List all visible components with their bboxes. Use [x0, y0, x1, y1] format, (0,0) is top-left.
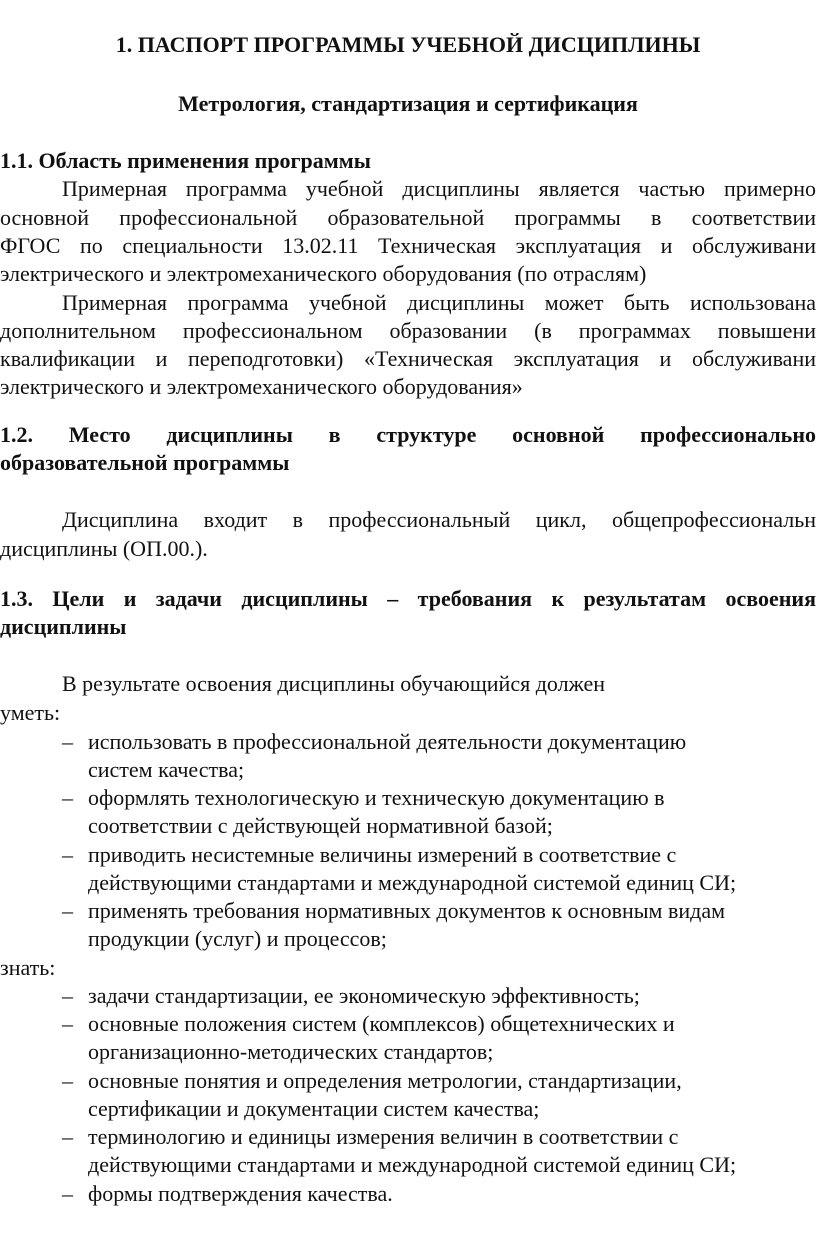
paragraph-line: квалификации и переподготовки) «Техническая эксплуатация и обслуживани [0, 346, 816, 371]
paragraph-line: Дисциплина входит в профессиональный цикл, общепрофессиональн [62, 507, 816, 532]
dash-bullet: – [62, 1124, 73, 1149]
page-subtitle: Метрология, стандартизация и сертификация [178, 91, 638, 116]
paragraph-line: Примерная программа учебной дисциплины является частью примерно [62, 176, 816, 201]
paragraph-line: дополнительном профессиональном образовании (в программах повышени [0, 318, 816, 343]
section-1-1-heading: 1.1. Область применения программы [0, 148, 371, 173]
section-1-2-heading: 1.2. Место дисциплины в структуре основной профессионально [0, 422, 816, 447]
dash-bullet: – [62, 1011, 73, 1036]
paragraph-line: дисциплины (ОП.00.). [0, 536, 208, 561]
list-item-cont: действующими стандартами и международной системой единиц СИ; [88, 870, 737, 895]
list-item: применять требования нормативных документов к основным видам [88, 898, 726, 923]
list-item: основные положения систем (комплексов) общетехнических и [88, 1011, 675, 1036]
list-item-cont: продукции (услуг) и процессов; [88, 926, 387, 951]
paragraph-line: основной профессиональной образовательной программы в соответствии [0, 205, 816, 230]
section-1-3-heading: 1.3. Цели и задачи дисциплины – требования к результатам освоения [0, 586, 816, 611]
dash-bullet: – [62, 729, 73, 754]
list-item: терминологию и единицы измерения величин в соответствии с [88, 1124, 679, 1149]
dash-bullet: – [62, 983, 73, 1008]
list-item-cont: сертификации и документации систем качества; [88, 1096, 540, 1121]
dash-bullet: – [62, 1068, 73, 1093]
results-intro: В результате освоения дисциплины обучающийся должен [62, 671, 606, 696]
paragraph-line: электрического и электромеханического оборудования (по отраслям) [0, 261, 647, 286]
list-item: формы подтверждения качества. [88, 1181, 393, 1206]
page-title: 1. ПАСПОРТ ПРОГРАММЫ УЧЕБНОЙ ДИСЦИПЛИНЫ [115, 32, 701, 57]
list-item-cont: соответствии с действующей нормативной базой; [88, 813, 553, 838]
list-item: задачи стандартизации, ее экономическую эффективность; [88, 983, 640, 1008]
list-item: основные понятия и определения метрологии, стандартизации, [88, 1068, 682, 1093]
znat-label: знать: [0, 955, 56, 980]
list-item: оформлять технологическую и техническую документацию в [88, 785, 665, 810]
dash-bullet: – [62, 842, 73, 867]
paragraph-line: ФГОС по специальности 13.02.11 Техническая эксплуатация и обслуживани [0, 233, 816, 258]
list-item: использовать в профессиональной деятельности документацию [88, 729, 687, 754]
paragraph-line: Примерная программа учебной дисциплины может быть использована [62, 290, 816, 315]
dash-bullet: – [62, 1181, 73, 1206]
paragraph-line: электрического и электромеханического оборудования» [0, 374, 523, 399]
list-item-cont: систем качества; [88, 757, 245, 782]
dash-bullet: – [62, 898, 73, 923]
umet-label: уметь: [0, 700, 61, 725]
section-1-2-heading-cont: образовательной программы [0, 450, 290, 475]
list-item-cont: организационно-методических стандартов; [88, 1039, 494, 1064]
list-item: приводить несистемные величины измерений в соответствие с [88, 842, 677, 867]
dash-bullet: – [62, 785, 73, 810]
list-item-cont: действующими стандартами и международной системой единиц СИ; [88, 1152, 737, 1177]
section-1-3-heading-cont: дисциплины [0, 614, 127, 639]
